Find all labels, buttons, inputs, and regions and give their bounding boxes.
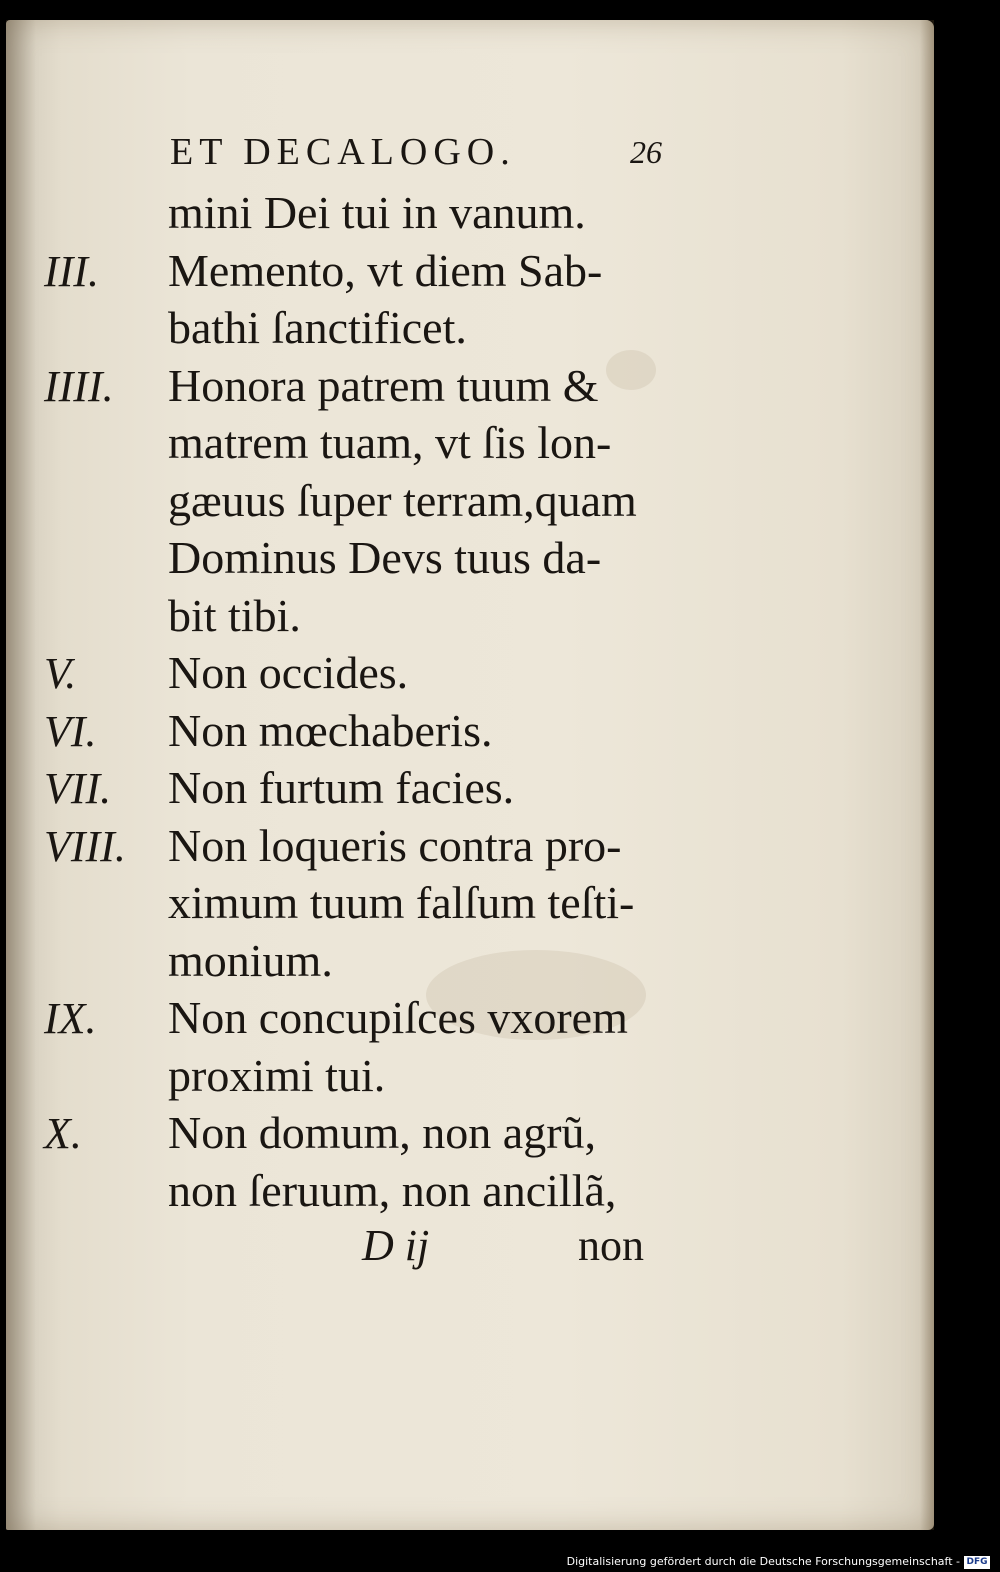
text-line: bathi ſanctificet.: [168, 302, 467, 353]
page-number: 26: [630, 134, 662, 170]
text-line: Non furtum facies.: [168, 762, 515, 813]
commandment-numeral: V.: [44, 649, 77, 698]
text-line: Non mœchaberis.: [168, 705, 493, 756]
text-line: Dominus Devs tuus da-: [168, 532, 602, 583]
catchword: non: [578, 1221, 644, 1270]
text-line: Non loqueris contra pro-: [168, 820, 622, 871]
text-line: Honora patrem tuum &: [168, 360, 599, 411]
gutter-shadow: [6, 20, 36, 1530]
text-line: proximi tui.: [168, 1050, 386, 1101]
text-line: mini Dei tui in vanum.: [168, 187, 586, 238]
commandment-numeral: VII.: [44, 764, 112, 813]
commandment-numeral: X.: [44, 1109, 82, 1158]
commandment-numeral: VI.: [44, 707, 97, 756]
text-line: matrem tuam, vt ſis lon-: [168, 417, 612, 468]
text-line: gæuus ſuper terram,quam: [168, 475, 637, 526]
commandment-numeral: IIII.: [44, 362, 114, 411]
text-line: non ſeruum, non ancillã,: [168, 1165, 617, 1216]
text-line: bit tibi.: [168, 590, 301, 641]
dfg-logo: DFG: [964, 1556, 990, 1569]
running-head: ET DECALOGO.: [170, 131, 516, 173]
text-line: monium.: [168, 935, 333, 986]
digitization-credit: Digitalisierung gefördert durch die Deutsche Forschungsgemeinschaft -: [566, 1555, 960, 1568]
signature-mark: D ij: [362, 1221, 430, 1270]
commandment-numeral: VIII.: [44, 822, 126, 871]
text-line: ximum tuum falſum teſti-: [168, 877, 635, 928]
commandment-numeral: IX.: [44, 994, 97, 1043]
text-line: Non occides.: [168, 647, 409, 698]
text-line: Non concupiſces vxorem: [168, 992, 628, 1043]
paper-stain: [606, 350, 656, 390]
text-line: Non domum, non agrũ,: [168, 1107, 597, 1158]
commandment-numeral: III.: [44, 247, 99, 296]
text-line: Memento, vt diem Sab-: [168, 245, 603, 296]
